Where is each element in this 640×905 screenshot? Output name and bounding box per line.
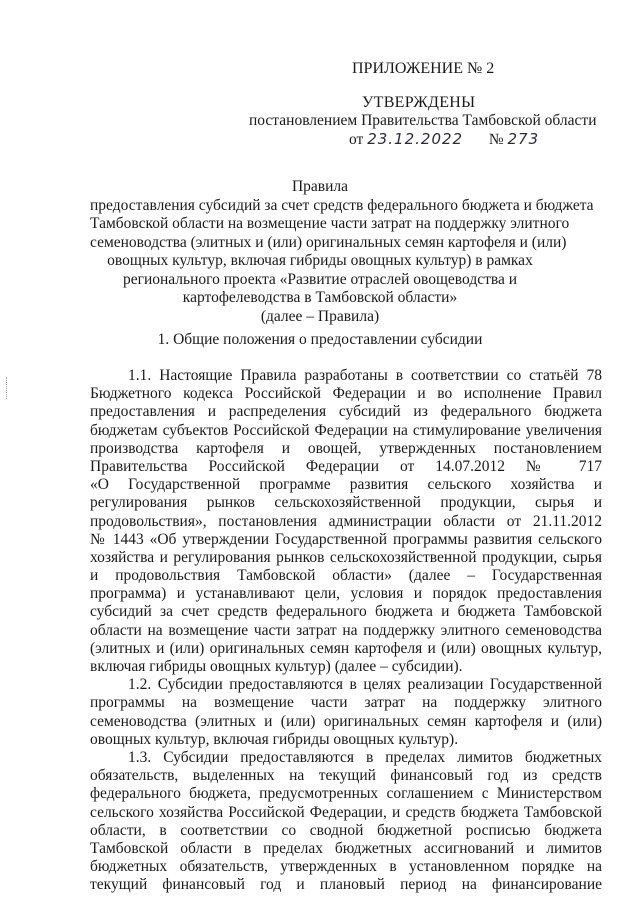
text-line: 1.1. Настоящие Правила разработаны в соответствии со статьёй 78 <box>128 367 602 384</box>
title-line: Тамбовской области на возмещение части затрат на поддержку элитного <box>90 215 570 232</box>
title-line: Правила <box>291 178 349 195</box>
title-line: семеноводства (элитных и (или) оригинальных семян картофеля и (или) <box>90 233 567 251</box>
scan-margin-mark <box>6 377 10 399</box>
text-line: производства картофеля и овощей, утвержденных постановлением <box>90 439 602 457</box>
title-line: предоставления субсидий за счет средств федерального бюджета и бюджета <box>90 196 594 214</box>
text-line: бюджетам субъектов Российской Федерации на стимулирование увеличения <box>90 421 602 439</box>
text-line: (элитных и (или) оригинальных семян картофеля и (или) овощных культур, <box>90 639 602 657</box>
date-number-line <box>349 130 539 149</box>
decree-line: постановлением Правительства Тамбовской области <box>249 112 597 129</box>
handwritten-number: 273 <box>507 130 540 148</box>
text-line: Тамбовской области в пределах бюджетных ассигнований и лимитов <box>90 839 602 857</box>
date-prefix: от <box>349 131 364 148</box>
appendix-label: ПРИЛОЖЕНИЕ № 2 <box>352 60 495 77</box>
text-line: 1.3. Субсидии предоставляются в пределах лимитов бюджетных <box>128 748 602 766</box>
section-heading: 1. Общие положения о предоставлении субсидии <box>157 331 483 348</box>
text-line: Правительства Российской Федерации от 14.07.2012 № 717 <box>90 457 602 475</box>
paragraph-1-1 <box>90 367 602 676</box>
text-line: продовольствия», постановления администрации области от 21.11.2012 <box>90 512 602 530</box>
rules-title <box>90 178 594 326</box>
text-line: обязательств, выделенных на текущий финансовый год из средств <box>90 767 602 785</box>
text-line: программа) и устанавливают цели, условия и порядок предоставления <box>90 585 602 603</box>
title-line: регионального проекта «Развитие отраслей овощеводства и <box>122 270 518 288</box>
text-line: предоставления и распределения субсидий из федерального бюджета <box>90 403 602 421</box>
text-line: Бюджетного кодекса Российской Федерации и во исполнение Правил <box>90 385 602 403</box>
text-line: области на возмещение части затрат на поддержку элитного семеноводства <box>90 621 602 639</box>
text-line: сельского хозяйства Российской Федерации, и средств бюджета Тамбовской <box>90 803 602 821</box>
text-line: программы на возмещение части затрат на поддержку элитного <box>90 694 602 712</box>
body-text <box>90 367 602 894</box>
text-line: хозяйства и регулирования рынков сельскохозяйственной продукции, сырья <box>90 548 602 566</box>
paragraph-1-2 <box>90 676 602 749</box>
text-line: «О Государственной программе развития сельского хозяйства и <box>90 476 602 494</box>
text-line: 1.2. Субсидии предоставляются в целях реализации Государственной <box>128 676 602 694</box>
text-line: овощных культур, включая гибриды овощных культур). <box>90 730 459 748</box>
text-line: бюджетных обязательств, утвержденных в установленном порядке на <box>90 858 602 876</box>
handwritten-date: 23.12.2022 <box>367 130 464 148</box>
paragraph-1-3 <box>90 749 602 895</box>
text-line: федерального бюджета, предусмотренных соглашением с Министерством <box>90 785 602 803</box>
text-line: субсидий за счет средств федерального бюджета и бюджета Тамбовской <box>90 603 602 621</box>
title-line: (далее – Правила) <box>260 307 380 325</box>
text-line: области, в соответствии со сводной бюджетной росписью бюджета <box>90 821 602 839</box>
approved-label: УТВЕРЖДЕНЫ <box>362 94 476 111</box>
text-line: регулирования рынков сельскохозяйственной продукции, сырья и <box>90 494 602 512</box>
number-prefix: № <box>488 131 504 148</box>
text-line: и продовольствия Тамбовской области» (далее – Государственная <box>90 567 602 585</box>
text-line: семеноводства (элитных и (или) оригинальных семян картофеля и (или) <box>90 712 602 730</box>
title-line: овощных культур, включая гибриды овощных культур) в рамках <box>107 252 533 269</box>
text-line: текущий финансовый год и плановый период на финансирование <box>90 876 602 894</box>
text-line: включая гибриды овощных культур) (далее – субсидии). <box>90 658 463 675</box>
title-line: картофелеводства в Тамбовской области» <box>182 289 458 306</box>
text-line: № 1443 «Об утверждении Государственной программы развития сельского <box>90 530 602 548</box>
